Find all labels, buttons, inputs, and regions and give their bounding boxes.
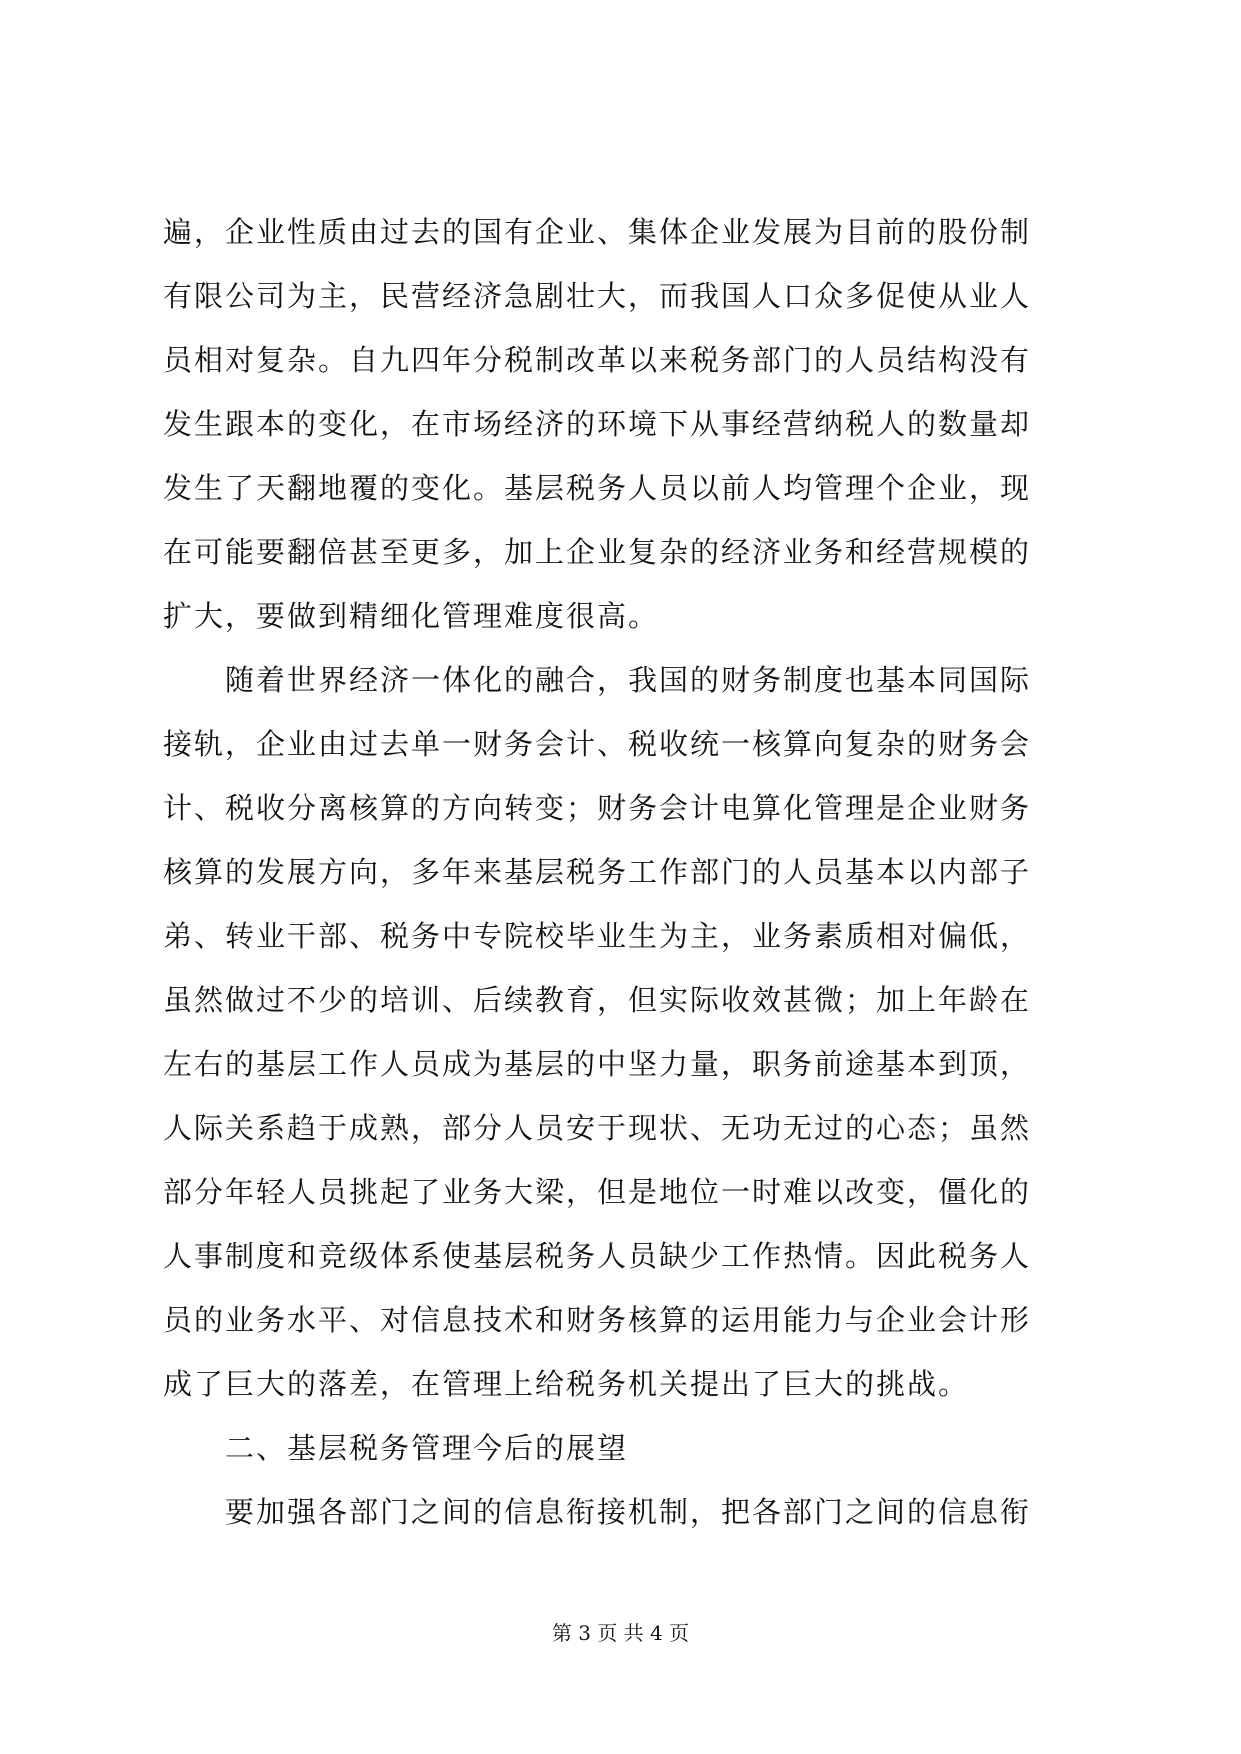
text-line: 有限公司为主，民营经济急剧壮大，而我国人口众多促使从业人 <box>163 279 1032 313</box>
text-line: 人际关系趋于成熟，部分人员安于现状、无功无过的心态；虽然 <box>163 1111 1032 1145</box>
text-line: 员的业务水平、对信息技术和财务核算的运用能力与企业会计形 <box>163 1303 1032 1337</box>
text-line: 遍，企业性质由过去的国有企业、集体企业发展为目前的股份制 <box>163 215 1032 249</box>
text-line: 计、税收分离核算的方向转变；财务会计电算化管理是企业财务 <box>163 791 1032 825</box>
text-line: 人事制度和竞级体系使基层税务人员缺少工作热情。因此税务人 <box>163 1239 1032 1273</box>
body-text <box>163 200 1083 1544</box>
text-line: 在可能要翻倍甚至更多，加上企业复杂的经济业务和经营规模的 <box>163 535 1032 569</box>
text-line: 扩大，要做到精细化管理难度很高。 <box>163 599 660 633</box>
text-line: 部分年轻人员挑起了业务大梁，但是地位一时难以改变，僵化的 <box>163 1175 1032 1209</box>
text-line: 接轨，企业由过去单一财务会计、税收统一核算向复杂的财务会 <box>163 727 1032 761</box>
page-footer <box>0 1618 1241 1648</box>
text-line: 核算的发展方向，多年来基层税务工作部门的人员基本以内部子 <box>163 855 1032 889</box>
text-line: 发生跟本的变化，在市场经济的环境下从事经营纳税人的数量却 <box>163 407 1032 441</box>
text-line: 左右的基层工作人员成为基层的中坚力量，职务前途基本到顶， <box>163 1047 1032 1081</box>
text-line: 成了巨大的落差，在管理上给税务机关提出了巨大的挑战。 <box>163 1367 970 1401</box>
text-line: 要加强各部门之间的信息衔接机制，把各部门之间的信息衔 <box>163 1495 1032 1529</box>
page-number-label: 第 3 页 共 4 页 <box>551 1621 690 1645</box>
text-line: 发生了天翻地覆的变化。基层税务人员以前人均管理个企业，现 <box>163 471 1032 505</box>
text-line: 虽然做过不少的培训、后续教育，但实际收效甚微；加上年龄在 <box>163 983 1032 1017</box>
text-line: 弟、转业干部、税务中专院校毕业生为主，业务素质相对偏低， <box>163 919 1032 953</box>
text-line: 员相对复杂。自九四年分税制改革以来税务部门的人员结构没有 <box>163 343 1032 377</box>
section-heading: 二、基层税务管理今后的展望 <box>163 1431 629 1465</box>
text-line: 随着世界经济一体化的融合，我国的财务制度也基本同国际 <box>163 663 1032 697</box>
